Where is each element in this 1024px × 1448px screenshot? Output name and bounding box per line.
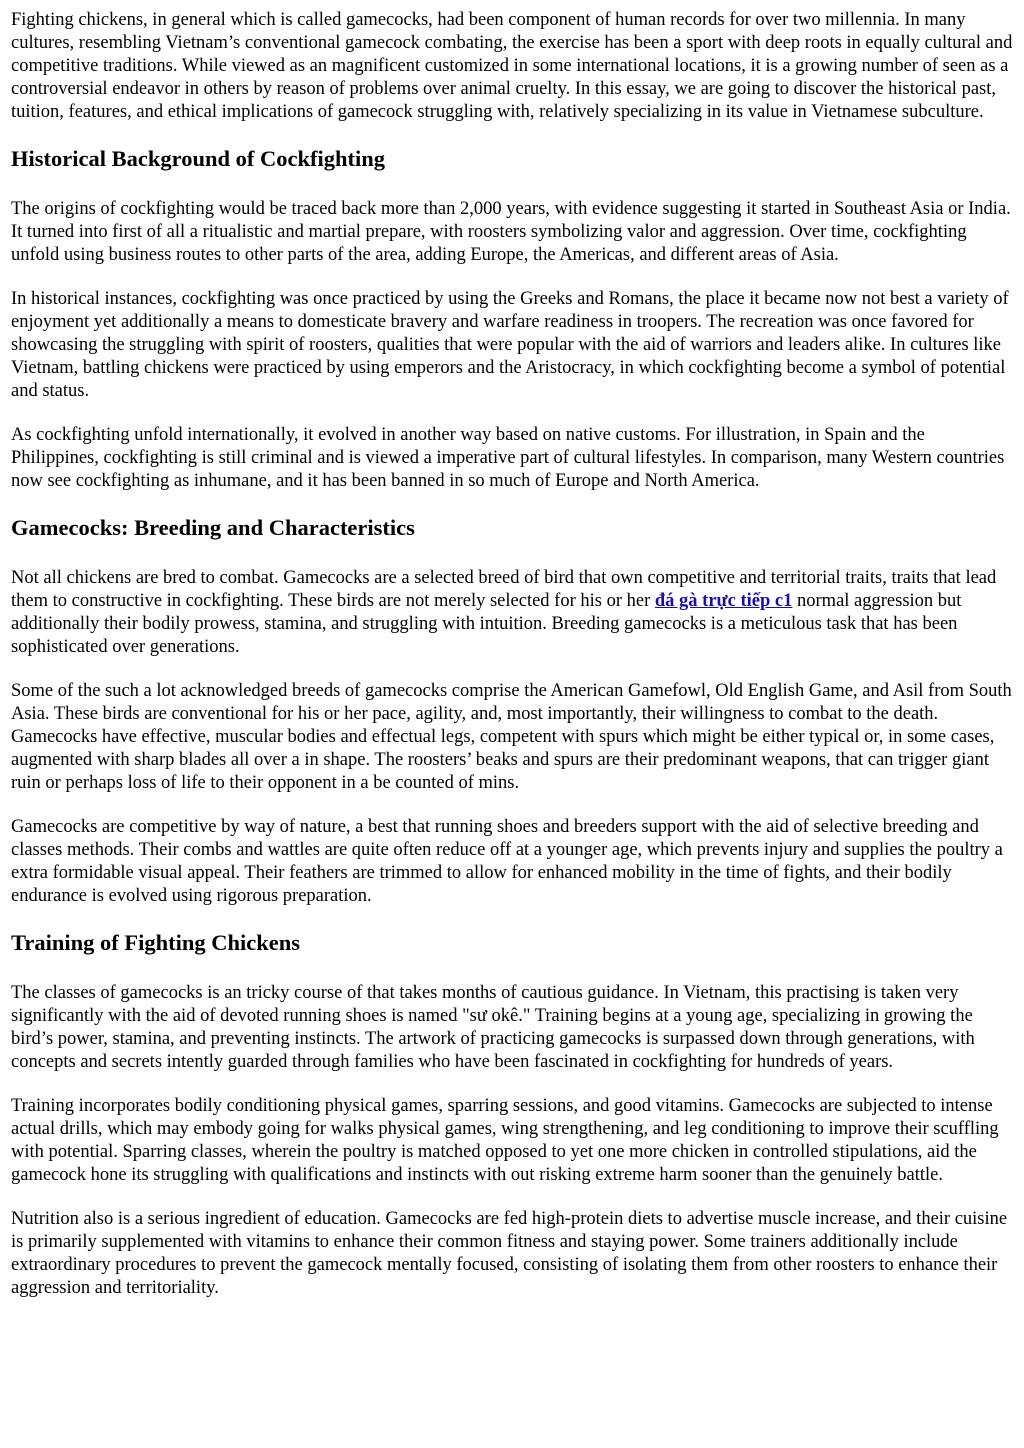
section-heading-history: Historical Background of Cockfighting: [11, 146, 385, 171]
inline-link[interactable]: đá gà trực tiếp c1: [654, 591, 793, 611]
breeding-paragraph-2: Some of the such a lot acknowledged breeds of gamecocks comprise the American Gamefowl, Old English Game, and Asil from South Asia. These birds are conventional for his or her pace, agility, and, most importantly, their willingness to combat to the death. Gamecocks have effective, muscular bodies and effectual legs, competent with spurs which might be either typical or, in some cases, augmented with sharp blades all over a in shape. The roosters’ beaks and spurs are their predominant weapons, that can trigger giant ruin or perhaps loss of life to their opponent in a be counted of mins.: [11, 681, 1012, 793]
section-heading-training: Training of Fighting Chickens: [11, 930, 301, 955]
breeding-paragraph-3: Gamecocks are competitive by way of nature, a best that running shoes and breeders support with the aid of selective breeding and classes methods. Their combs and wattles are quite often reduce off at a younger age, which prevents injury and supplies the poultry a extra formidable visual appeal. Their feathers are trimmed to allow for enhanced mobility in the time of fights, and their bodily endurance is evolved using rigorous preparation.: [11, 817, 1003, 906]
training-paragraph-1: The classes of gamecocks is an tricky course of that takes months of cautious guidance. In Vietnam, this practising is taken very significantly with the aid of devoted running shoes is named "sư okê." Training begins at a young age, specializing in growing the bird’s power, stamina, and preventing instincts. The artwork of practicing gamecocks is surpassed down through generations, with concepts and secrets intently guarded through families who have been fascinated in cockfighting for hundreds of years.: [11, 983, 975, 1072]
breeding-paragraph-1-text-after: normal aggression but additionally their bodily prowess, stamina, and struggling with intuition. Breeding gamecocks is a meticulous task that has been sophisticated over generations.: [11, 591, 962, 657]
training-paragraph-2: Training incorporates bodily conditioning physical games, sparring sessions, and good vitamins. Gamecocks are subjected to intense actual drills, which may embody going for walks physical games, wing strengthening, and leg conditioning to improve their scuffling with potential. Sparring classes, wherein the poultry is matched opposed to yet one more chicken in controlled stipulations, aid the gamecock hone its struggling with qualifications and instincts with out risking extreme harm sooner than the genuinely battle.: [11, 1096, 999, 1185]
history-paragraph-2: In historical instances, cockfighting was once practiced by using the Greeks and Romans, the place it became now not best a variety of enjoyment yet additionally a means to domesticate bravery and warfare readiness in troopers. The recreation was once favored for showcasing the struggling with spirit of roosters, qualities that were popular with the aid of warriors and leaders alike. In cultures like Vietnam, battling chickens were practiced by using emperors and the Aristocracy, in which cockfighting become a symbol of potential and status.: [11, 289, 1009, 401]
history-paragraph-1: The origins of cockfighting would be traced back more than 2,000 years, with evidence suggesting it started in Southeast Asia or India. It turned into first of all a ritualistic and martial prepare, with roosters symbolizing valor and aggression. Over time, cockfighting unfold using business routes to other parts of the area, adding Europe, the Americas, and different areas of Asia.: [11, 199, 1011, 265]
breeding-paragraph-1-text-before: Not all chickens are bred to combat. Gamecocks are a selected breed of bird that own competitive and territorial traits, traits that lead them to constructive in cockfighting. These birds are not merely selected for his or her: [11, 568, 997, 611]
history-paragraph-3: As cockfighting unfold internationally, it evolved in another way based on native customs. For illustration, in Spain and the Philippines, cockfighting is still criminal and is viewed a imperative part of cultural lifestyles. In comparison, many Western countries now see cockfighting as inhumane, and it has been banned in so much of Europe and North America.: [11, 425, 1005, 491]
training-paragraph-3: Nutrition also is a serious ingredient of education. Gamecocks are fed high-protein diets to advertise muscle increase, and their cuisine is primarily supplemented with vitamins to enhance their common fitness and staying power. Some trainers additionally include extraordinary procedures to prevent the gamecock mentally focused, consisting of isolating them from other roosters to enhance their aggression and territoriality.: [11, 1209, 1008, 1298]
breeding-paragraph-1: [11, 567, 1013, 659]
section-heading-breeding: Gamecocks: Breeding and Characteristics: [11, 515, 415, 540]
intro-paragraph: Fighting chickens, in general which is called gamecocks, had been component of human records for over two millennia. In many cultures, resembling Vietnam’s conventional gamecock combating, the exercise has been a sport with deep roots in equally cultural and competitive traditions. While viewed as an magnificent customized in some international locations, it is a growing number of seen as a controversial endeavor in others by reason of problems over animal cruelty. In this essay, we are going to discover the historical past, tuition, features, and ethical implications of gamecock struggling with, relatively specializing in its value in Vietnamese subculture.: [11, 10, 1013, 122]
